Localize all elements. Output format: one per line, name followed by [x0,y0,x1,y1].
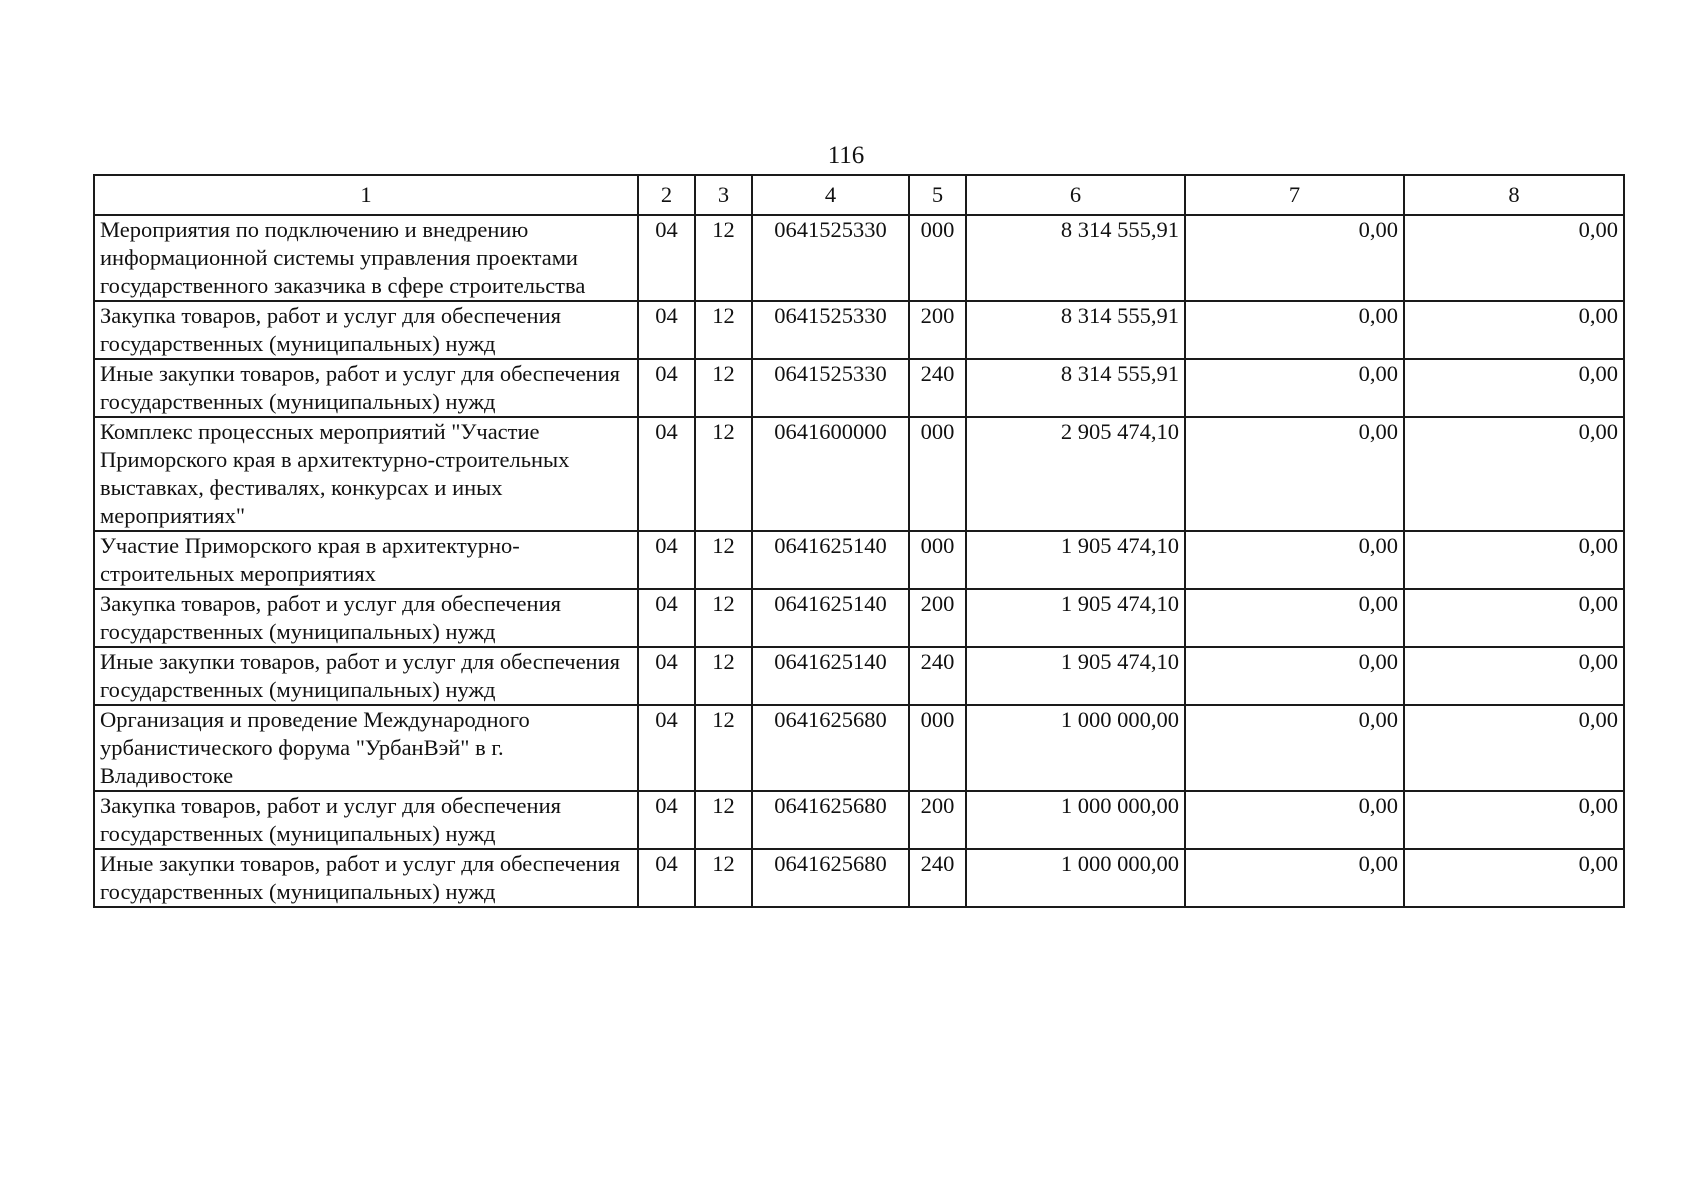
row-name: Закупка товаров, работ и услуг для обеспечения государственных (муниципальных) нужд [94,301,638,359]
row-amount-8: 0,00 [1404,647,1624,705]
row-amount-7: 0,00 [1185,359,1404,417]
row-subsection-code: 12 [695,301,752,359]
row-amount-6: 1 000 000,00 [966,791,1185,849]
row-section-code: 04 [638,301,695,359]
row-subsection-code: 12 [695,215,752,301]
row-name: Иные закупки товаров, работ и услуг для обеспечения государственных (муниципальных) нужд [94,647,638,705]
table-row [94,705,1624,791]
row-target-article: 0641600000 [752,417,909,531]
row-amount-7: 0,00 [1185,417,1404,531]
column-header-7: 7 [1185,175,1404,215]
row-expense-type: 000 [909,531,966,589]
row-section-code: 04 [638,849,695,907]
column-header-8: 8 [1404,175,1624,215]
row-subsection-code: 12 [695,531,752,589]
table-row [94,647,1624,705]
row-target-article: 0641525330 [752,359,909,417]
row-amount-6: 8 314 555,91 [966,215,1185,301]
column-header-6: 6 [966,175,1185,215]
row-amount-6: 1 905 474,10 [966,647,1185,705]
table-row [94,359,1624,417]
table-body [94,215,1624,907]
table-row [94,301,1624,359]
row-amount-8: 0,00 [1404,417,1624,531]
table-row [94,589,1624,647]
row-target-article: 0641625680 [752,705,909,791]
row-amount-7: 0,00 [1185,215,1404,301]
row-target-article: 0641525330 [752,301,909,359]
row-amount-6: 1 905 474,10 [966,531,1185,589]
row-expense-type: 000 [909,417,966,531]
row-amount-7: 0,00 [1185,849,1404,907]
row-section-code: 04 [638,589,695,647]
row-amount-8: 0,00 [1404,359,1624,417]
row-amount-6: 1 905 474,10 [966,589,1185,647]
table-row [94,215,1624,301]
row-amount-8: 0,00 [1404,849,1624,907]
table-row [94,531,1624,589]
row-amount-6: 8 314 555,91 [966,301,1185,359]
row-amount-8: 0,00 [1404,215,1624,301]
row-target-article: 0641625140 [752,589,909,647]
row-expense-type: 200 [909,301,966,359]
row-section-code: 04 [638,647,695,705]
row-expense-type: 240 [909,647,966,705]
row-target-article: 0641525330 [752,215,909,301]
row-target-article: 0641625140 [752,647,909,705]
row-amount-7: 0,00 [1185,647,1404,705]
column-header-4: 4 [752,175,909,215]
row-target-article: 0641625680 [752,849,909,907]
table-row [94,417,1624,531]
row-amount-7: 0,00 [1185,705,1404,791]
row-subsection-code: 12 [695,705,752,791]
row-target-article: 0641625680 [752,791,909,849]
row-name: Закупка товаров, работ и услуг для обеспечения государственных (муниципальных) нужд [94,589,638,647]
row-name: Комплекс процессных мероприятий "Участие Приморского края в архитектурно-строительных выставках, фестивалях, конкурсах и иных мероприятиях" [94,417,638,531]
row-amount-7: 0,00 [1185,791,1404,849]
row-amount-7: 0,00 [1185,589,1404,647]
budget-table [93,174,1625,908]
row-amount-6: 1 000 000,00 [966,849,1185,907]
row-amount-6: 2 905 474,10 [966,417,1185,531]
row-subsection-code: 12 [695,647,752,705]
row-amount-8: 0,00 [1404,301,1624,359]
row-section-code: 04 [638,417,695,531]
row-section-code: 04 [638,531,695,589]
header-row [94,175,1624,215]
row-subsection-code: 12 [695,417,752,531]
row-section-code: 04 [638,705,695,791]
row-target-article: 0641625140 [752,531,909,589]
row-section-code: 04 [638,215,695,301]
row-subsection-code: 12 [695,589,752,647]
row-section-code: 04 [638,359,695,417]
row-name: Иные закупки товаров, работ и услуг для обеспечения государственных (муниципальных) нужд [94,359,638,417]
row-name: Мероприятия по подключению и внедрению информационной системы управления проектами государственного заказчика в сфере строительства [94,215,638,301]
row-section-code: 04 [638,791,695,849]
row-subsection-code: 12 [695,359,752,417]
row-name: Участие Приморского края в архитектурно-строительных мероприятиях [94,531,638,589]
row-expense-type: 000 [909,215,966,301]
column-header-5: 5 [909,175,966,215]
column-header-2: 2 [638,175,695,215]
row-amount-7: 0,00 [1185,301,1404,359]
row-subsection-code: 12 [695,791,752,849]
row-expense-type: 200 [909,589,966,647]
row-amount-7: 0,00 [1185,531,1404,589]
table-row [94,849,1624,907]
row-amount-8: 0,00 [1404,531,1624,589]
row-expense-type: 240 [909,359,966,417]
column-header-3: 3 [695,175,752,215]
row-amount-6: 8 314 555,91 [966,359,1185,417]
row-name: Организация и проведение Международного урбанистического форума "УрбанВэй" в г. Владивостоке [94,705,638,791]
table-row [94,791,1624,849]
table-header [94,175,1624,215]
row-name: Закупка товаров, работ и услуг для обеспечения государственных (муниципальных) нужд [94,791,638,849]
row-subsection-code: 12 [695,849,752,907]
row-amount-6: 1 000 000,00 [966,705,1185,791]
column-header-1: 1 [94,175,638,215]
row-amount-8: 0,00 [1404,791,1624,849]
row-expense-type: 000 [909,705,966,791]
row-amount-8: 0,00 [1404,589,1624,647]
row-name: Иные закупки товаров, работ и услуг для обеспечения государственных (муниципальных) нужд [94,849,638,907]
row-expense-type: 200 [909,791,966,849]
row-expense-type: 240 [909,849,966,907]
page-number: 116 [827,142,865,169]
row-amount-8: 0,00 [1404,705,1624,791]
